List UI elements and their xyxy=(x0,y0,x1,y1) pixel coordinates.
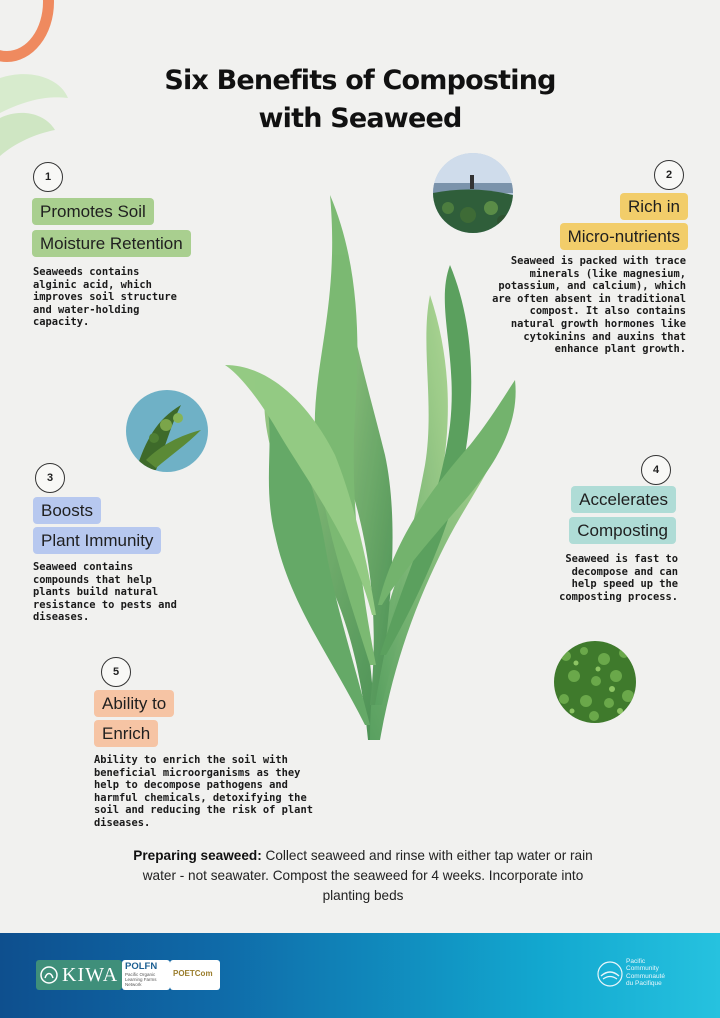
polfn-subtitle: Pacific Organic Learning Farms Network xyxy=(125,972,157,987)
seaweed-texture-photo xyxy=(554,641,636,723)
page-title xyxy=(120,62,600,138)
title-line-1: Six Benefits of Composting xyxy=(164,65,556,96)
pacific-community-text: Pacific Community Communauté du Pacifique xyxy=(626,958,666,988)
corner-leaf-decoration xyxy=(0,68,70,158)
benefit-3-number: 3 xyxy=(35,463,65,493)
benefit-5-description: Ability to enrich the soil with beneficial microorganisms as they help to decompose pathogens and harmful chemicals, detoxifying the soil and reducing the risk of plant diseases. xyxy=(94,754,313,829)
benefit-2-description: Seaweed is packed with trace minerals (like magnesium, potassium, and calcium), which are often absent in traditional compost. It also contains natural growth hormones like cytokinins and auxins that enhance plant growth. xyxy=(492,255,686,356)
coastal-seaweed-photo xyxy=(433,153,513,233)
benefit-4-number: 4 xyxy=(641,455,671,485)
benefit-1-label-line-2: Moisture Retention xyxy=(32,230,191,257)
title-line-2: with Seaweed xyxy=(258,103,462,134)
kiwa-mark-icon xyxy=(40,966,58,984)
poetcom-wordmark: POETCom xyxy=(173,969,213,978)
benefit-5-number: 5 xyxy=(101,657,131,687)
benefit-3-description: Seaweed contains compounds that help plants build natural resistance to pests and diseases. xyxy=(33,561,177,624)
benefit-4-description: Seaweed is fast to decompose and can help speed up the composting process. xyxy=(559,553,678,603)
benefit-3-label-line-2: Plant Immunity xyxy=(33,527,161,554)
benefit-1-label-line-1: Promotes Soil xyxy=(32,198,154,225)
pacific-community-mark-icon xyxy=(596,960,624,988)
kiwa-wordmark: KIWA xyxy=(62,963,119,986)
preparing-text: Collect seaweed and rinse with either tap water or rain water - not seawater. Compost the seaweed for 4 weeks. Incorporate into planting beds xyxy=(142,848,593,903)
benefit-2-number: 2 xyxy=(654,160,684,190)
benefit-1-description: Seaweeds contains alginic acid, which improves soil structure and water-holding capacity. xyxy=(33,266,177,329)
benefit-2-label-line-1: Rich in xyxy=(620,193,688,220)
benefit-5-label-line-1: Ability to xyxy=(94,690,174,717)
preparing-heading: Preparing seaweed: xyxy=(133,848,262,863)
benefit-4-label-line-1: Accelerates xyxy=(571,486,676,513)
polfn-logo xyxy=(122,960,170,990)
kiwa-logo xyxy=(36,960,122,990)
poetcom-logo xyxy=(170,960,220,990)
benefit-4-label-line-2: Composting xyxy=(569,517,676,544)
seaweed-closeup-photo xyxy=(126,390,208,472)
benefit-2-label-line-2: Micro-nutrients xyxy=(560,223,688,250)
benefit-3-label-line-1: Boosts xyxy=(33,497,101,524)
pacific-community-logo xyxy=(596,958,696,992)
polfn-title: POLFN xyxy=(125,961,158,972)
preparing-seaweed-note xyxy=(118,846,608,906)
benefit-1-number: 1 xyxy=(33,162,63,192)
corner-ring-decoration xyxy=(0,0,54,62)
benefit-5-label-line-2: Enrich xyxy=(94,720,158,747)
